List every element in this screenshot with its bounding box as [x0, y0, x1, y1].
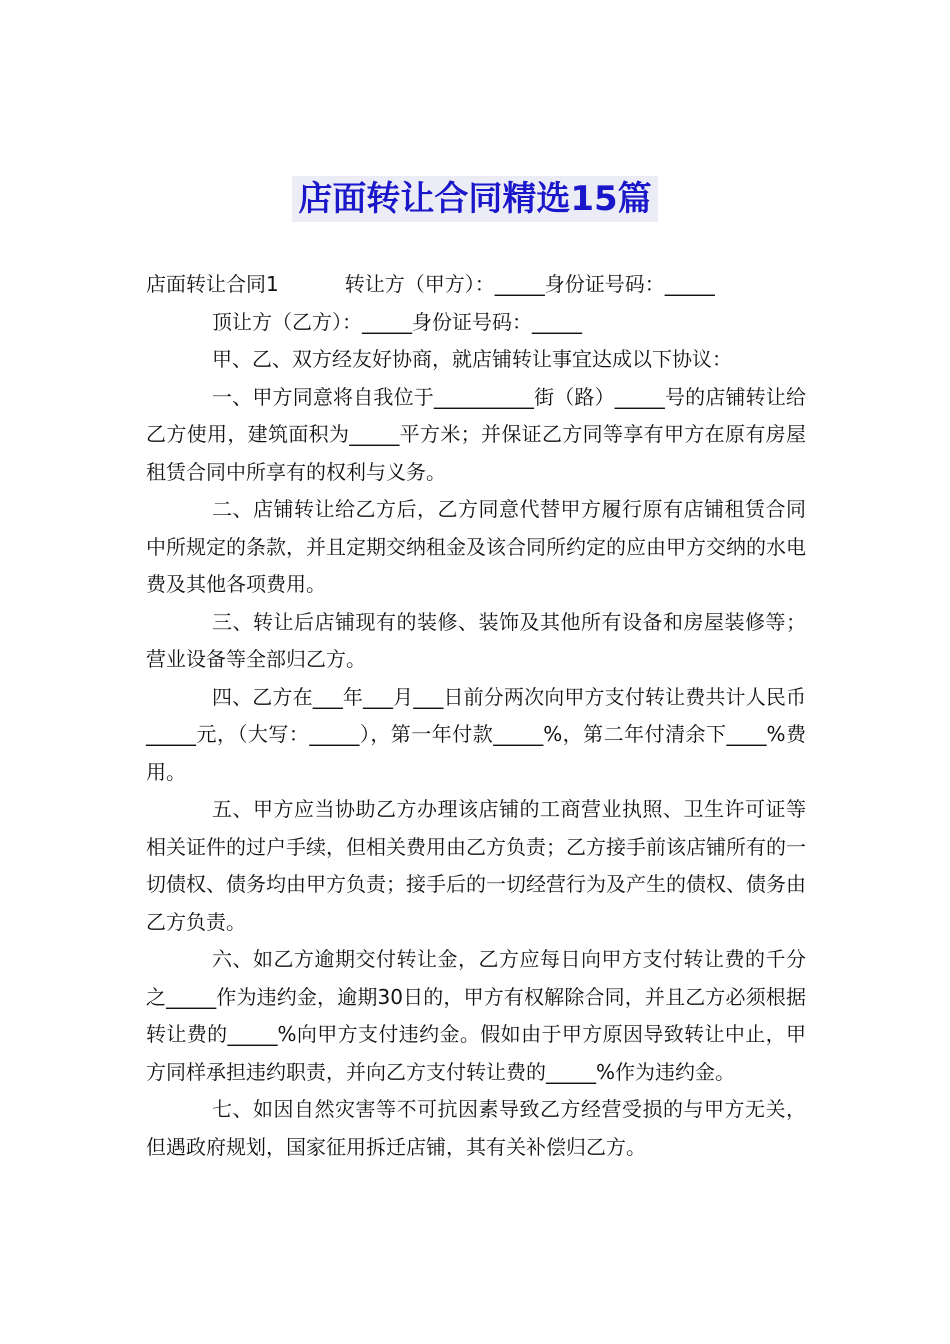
document-body — [146, 266, 806, 1166]
clause-1: 一、甲方同意将自我位于__________街（路）_____号的店铺转让给乙方使用，建筑面积为_____平方米；并保证乙方同等享有甲方在原有房屋租赁合同中所享有的权利与义务。 — [146, 384, 806, 484]
clause-5: 五、甲方应当协助乙方办理该店铺的工商营业执照、卫生许可证等相关证件的过户手续，但相关费用由乙方负责；乙方接手前该店铺所有的一切债权、债务均由甲方负责；接手后的一切经营行为及产生的债权、债务由乙方负责。 — [146, 797, 806, 934]
document-title: 店面转让合同精选15篇 — [292, 176, 657, 222]
contract-number-heading: 店面转让合同1 — [146, 272, 279, 296]
transferor-line: 转让方（甲方）：_____身份证号码：_____ — [344, 272, 715, 296]
agreement-intro: 甲、乙、双方经友好协商，就店铺转让事宜达成以下协议： — [212, 347, 732, 371]
clause-6: 六、如乙方逾期交付转让金，乙方应每日向甲方支付转让费的千分之_____作为违约金，逾期30日的，甲方有权解除合同，并且乙方必须根据转让费的_____%向甲方支付违约金。假如由于甲方原因导致转让中止，甲方同样承担违约职责，并向乙方支付转让费的_____%作为违约金。 — [146, 947, 806, 1084]
clause-7: 七、如因自然灾害等不可抗因素导致乙方经营受损的与甲方无关，但遇政府规划，国家征用拆迁店铺，其有关补偿归乙方。 — [146, 1097, 806, 1159]
contract-header-line — [146, 266, 806, 304]
transferee-line: 顶让方（乙方）：_____身份证号码：_____ — [212, 309, 582, 334]
clause-4: 四、乙方在___年___月___日前分两次向甲方支付转让费共计人民币_____元，（大写：_____），第一年付款_____%，第二年付清余下____%费用。 — [146, 684, 806, 784]
title-container — [0, 176, 950, 222]
clause-2: 二、店铺转让给乙方后，乙方同意代替甲方履行原有店铺租赁合同中所规定的条款，并且定期交纳租金及该合同所约定的应由甲方交纳的水电费及其他各项费用。 — [146, 497, 806, 596]
clause-3: 三、转让后店铺现有的装修、装饰及其他所有设备和房屋装修等；营业设备等全部归乙方。 — [146, 609, 806, 671]
